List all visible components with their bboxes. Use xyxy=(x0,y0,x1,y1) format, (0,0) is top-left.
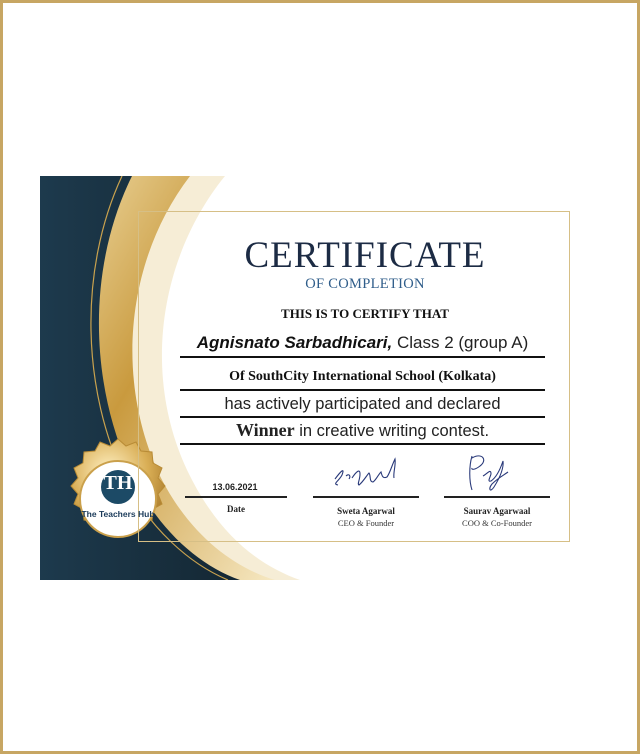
winner-line xyxy=(180,420,545,441)
signatory-1-name: Sweta Agarwal xyxy=(337,506,395,516)
participation-line: has actively participated and declared xyxy=(224,395,501,413)
date-label: Date xyxy=(227,504,245,514)
date-value: 13.06.2021 xyxy=(212,482,258,492)
winner-rest: in creative writing contest. xyxy=(294,422,490,440)
badge-monogram: TH xyxy=(103,472,133,494)
school-line: Of SouthCity International School (Kolkata) xyxy=(229,369,496,384)
certificate xyxy=(40,176,580,580)
signature-line-1 xyxy=(313,496,419,498)
certificate-title: CERTIFICATE xyxy=(244,235,486,276)
rule-line xyxy=(180,443,545,445)
signatory-1-role: CEO & Founder xyxy=(337,518,395,528)
winner-word: Winner xyxy=(235,420,295,440)
certify-line: THIS IS TO CERTIFY THAT xyxy=(281,306,449,321)
signatory-2-role: COO & Co-Founder xyxy=(462,518,532,528)
date-line xyxy=(185,496,287,498)
certificate-subtitle: OF COMPLETION xyxy=(305,276,425,292)
signature-line-2 xyxy=(444,496,550,498)
recipient-class: Class 2 (group A) xyxy=(392,333,529,352)
badge-label: The Teachers Hub xyxy=(81,509,155,519)
recipient-name: Agnisnato Sarbadhicari, xyxy=(196,333,393,352)
rule-line xyxy=(180,356,545,358)
rule-line xyxy=(180,389,545,391)
signatory-2-name: Saurav Agarwaal xyxy=(463,506,531,516)
rule-line xyxy=(180,416,545,418)
recipient-line xyxy=(180,333,545,353)
